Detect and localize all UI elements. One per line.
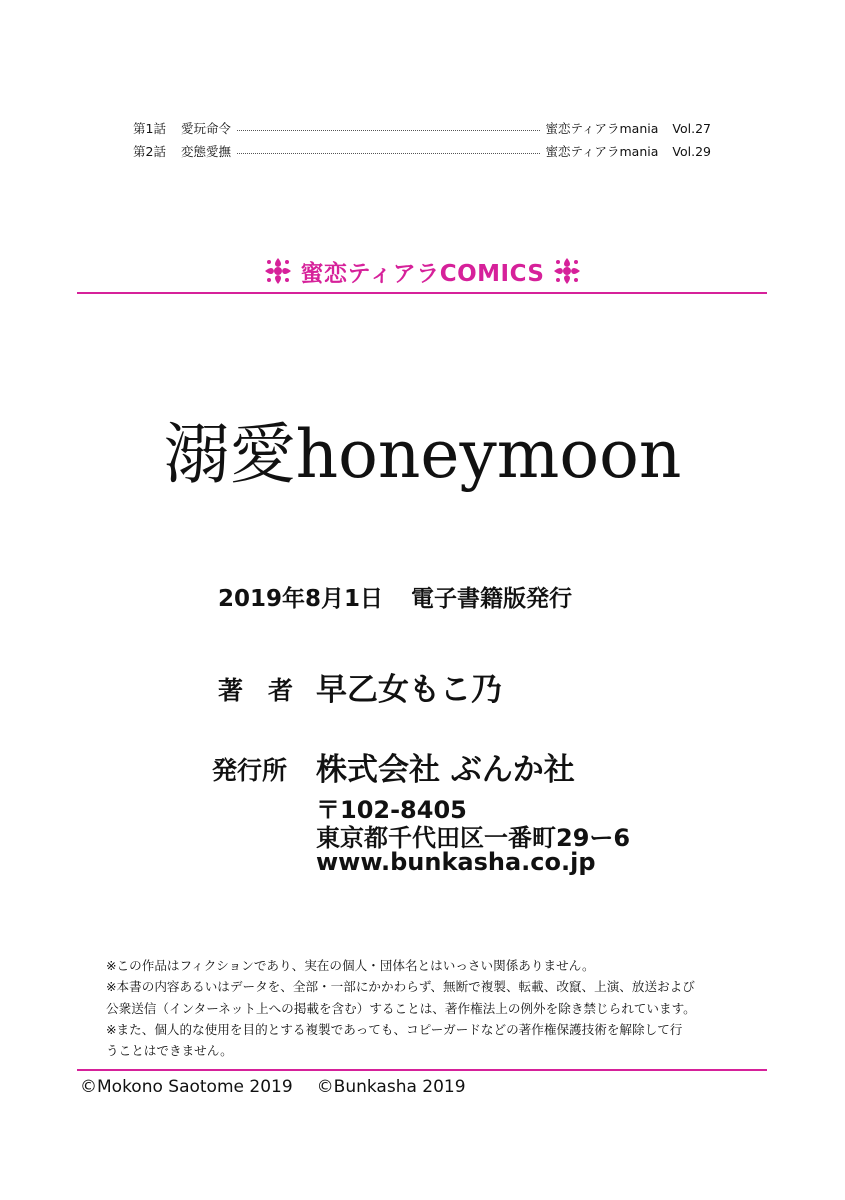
legal-notes [106, 955, 746, 1061]
leader-dots [237, 130, 539, 131]
chapter-volume: Vol.29 [672, 143, 711, 159]
publisher-address: 東京都千代田区一番町29ー6 [316, 824, 631, 852]
note-line: ※この作品はフィクションであり、実在の個人・団体名とはいっさい関係ありません。 [106, 958, 595, 973]
label-title: 蜜恋ティアラCOMICS [300, 260, 545, 287]
publication-edition: 電子書籍版発行 [411, 586, 573, 612]
publication-line [218, 580, 572, 613]
note-line: うことはできません。 [106, 1043, 233, 1059]
author-name: 早乙女もこ乃 [316, 672, 502, 708]
note-line: 公衆送信（インターネット上への掲載を含む）することは、著作権法上の例外を除き禁じられています。 [106, 1000, 696, 1016]
toc-row [133, 142, 711, 160]
divider-top [77, 292, 767, 294]
publisher-postal: 〒102-8405 [316, 796, 467, 824]
book-title: 溺愛honeymoon [163, 416, 682, 493]
ornament-right-icon [552, 256, 582, 286]
label-banner [250, 253, 595, 289]
chapter-volume: Vol.27 [672, 120, 711, 136]
publisher-url: www.bunkasha.co.jp [316, 848, 596, 876]
ornament-left-icon [263, 256, 293, 286]
publication-date: 2019年8月1日 [218, 586, 384, 612]
toc-row [133, 119, 711, 137]
chapter-title: 変態愛撫 [181, 144, 232, 159]
divider-bottom [77, 1069, 767, 1071]
copyright-publisher: ©Bunkasha 2019 [316, 1077, 466, 1097]
leader-dots [237, 153, 539, 154]
copyright-line [80, 1077, 466, 1097]
chapter-title: 愛玩命令 [181, 121, 232, 136]
chapter-number: 第2話 [133, 144, 166, 159]
author-label: 著 者 [218, 676, 294, 705]
publisher-label: 発行所 [212, 756, 288, 785]
copyright-author: ©Mokono Saotome 2019 [80, 1077, 293, 1097]
chapter-source: 蜜恋ティアラmania [545, 144, 659, 159]
chapter-number: 第1話 [133, 121, 166, 136]
note-line: ※本書の内容あるいはデータを、全部・一部にかかわらず、無断で複製、転載、改竄、上演、放送および [106, 979, 695, 995]
note-line: ※また、個人的な使用を目的とする複製であっても、コピーガードなどの著作権保護技術を解除して行 [106, 1021, 683, 1037]
publisher-name: 株式会社 ぶんか社 [316, 752, 575, 788]
chapter-source: 蜜恋ティアラmania [545, 121, 659, 136]
